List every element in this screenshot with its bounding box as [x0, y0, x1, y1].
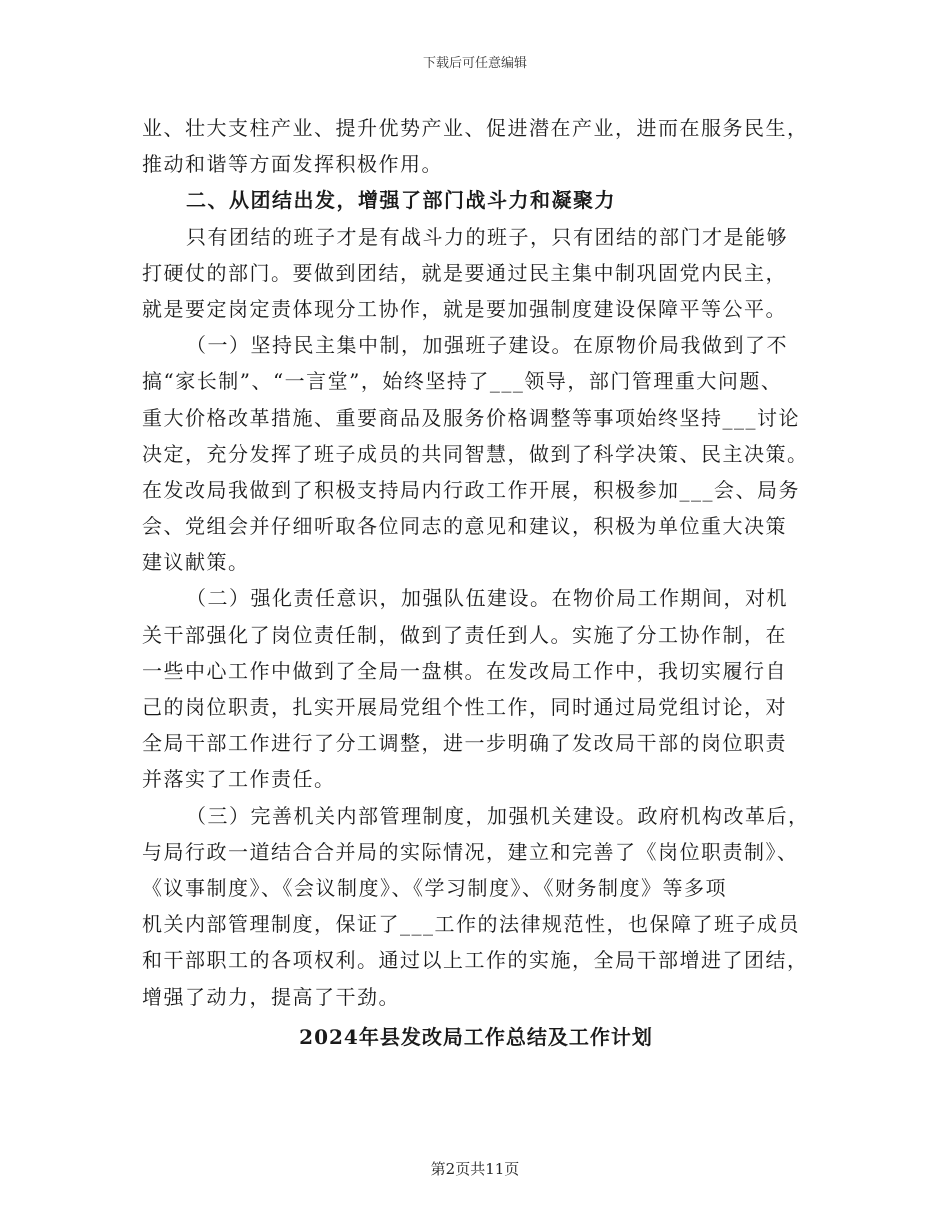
body-line: 全局干部工作进行了分工调整，进一步明确了发改局干部的岗位职责: [142, 731, 787, 756]
body-line: 在发改局我做到了积极支持局内行政工作开展，积极参加___会、局务: [142, 477, 800, 502]
body-line: （一）坚持民主集中制，加强班子建设。在原物价局我做到了不: [186, 333, 788, 358]
body-line: 和干部职工的各项权利。通过以上工作的实施，全局干部增进了团结，: [142, 948, 809, 973]
body-line: 建议献策。: [142, 550, 250, 575]
body-line: 重大价格改革措施、重要商品及服务价格调整等事项始终坚持___讨论: [142, 405, 800, 430]
body-line: 机关内部管理制度，保证了___工作的法律规范性，也保障了班子成员: [142, 912, 800, 937]
body-line: 推动和谐等方面发挥积极作用。: [142, 152, 443, 177]
body-line: 打硬仗的部门。要做到团结，就是要通过民主集中制巩固党内民主，: [142, 260, 787, 285]
body-line: （三）完善机关内部管理制度，加强机关建设。政府机构改革后，: [186, 803, 810, 828]
body-line: 并落实了工作责任。: [142, 767, 336, 792]
page-number: 第2页共11页: [430, 1160, 520, 1178]
section-heading: 二、从团结出发，增强了部门战斗力和凝聚力: [186, 188, 616, 213]
body-line: 会、党组会并仔细听取各位同志的意见和建议，积极为单位重大决策: [142, 514, 787, 539]
body-line: 一些中心工作中做到了全局一盘棋。在发改局工作中，我切实履行自: [142, 658, 787, 683]
body-line: 关干部强化了岗位责任制，做到了责任到人。实施了分工协作制，在: [142, 622, 787, 647]
body-line: 搞“家长制”、“一言堂”，始终坚持了___领导，部门管理重大问题、: [142, 369, 783, 394]
body-line: 己的岗位职责，扎实开展局党组个性工作，同时通过局党组讨论，对: [142, 695, 787, 719]
body-line: 就是要定岗定责体现分工协作，就是要加强制度建设保障平等公平。: [142, 296, 787, 321]
body-line: 与局行政一道结合合并局的实际情况，建立和完善了《岗位职责制》、: [142, 839, 799, 864]
body-line: 增强了动力，提高了干劲。: [142, 984, 400, 1009]
body-line: 《议事制度》、《会议制度》、《学习制度》、《财务制度》等多项: [142, 875, 727, 900]
body-line: 业、壮大支柱产业、提升优势产业、促进潜在产业，进而在服务民生，: [142, 116, 809, 140]
body-line: 决定，充分发挥了班子成员的共同智慧，做到了科学决策、民主决策。: [142, 441, 809, 466]
body-line: （二）强化责任意识，加强队伍建设。在物价局工作期间，对机: [186, 586, 788, 611]
body-line: 只有团结的班子才是有战斗力的班子，只有团结的部门才是能够: [186, 224, 788, 249]
page-header: 下载后可任意编辑: [422, 56, 527, 71]
document-body: [142, 110, 810, 1055]
document-title: 2024年县发改局工作总结及工作计划: [299, 1024, 653, 1049]
